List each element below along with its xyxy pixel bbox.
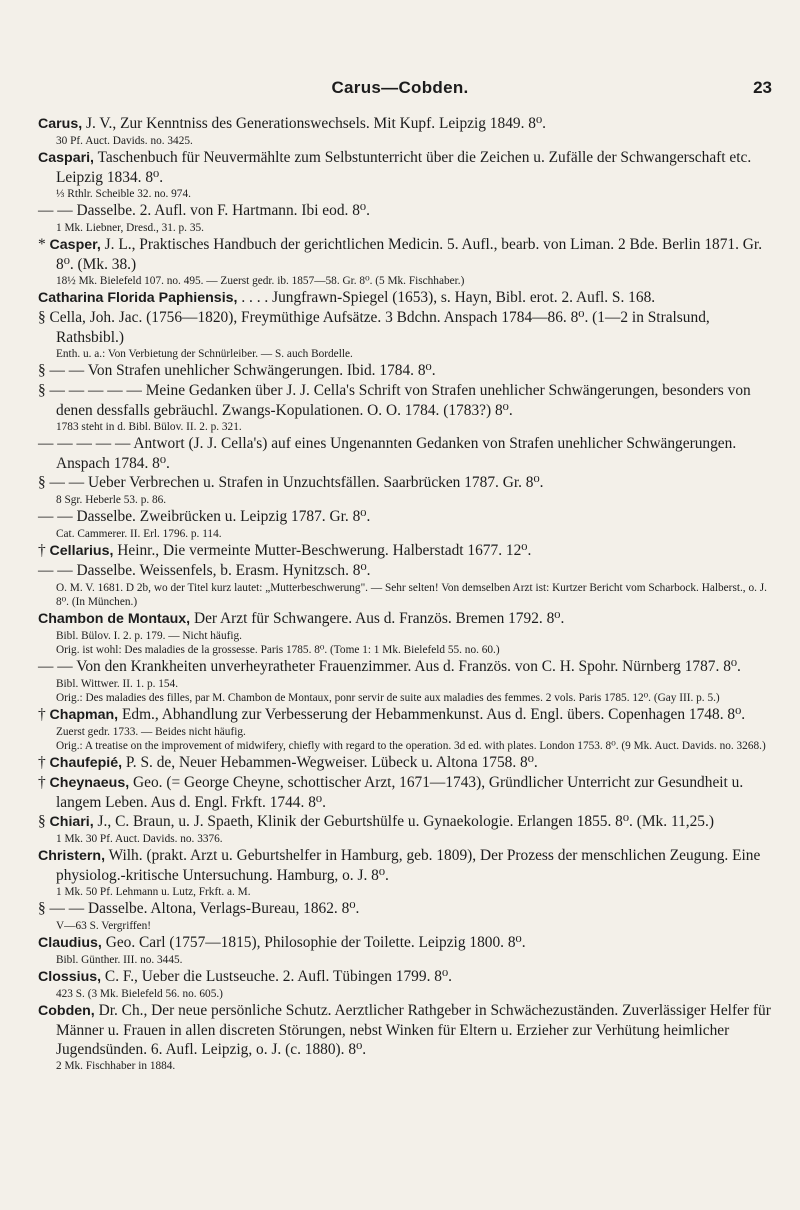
entry-text: Geo. (= George Cheyne, schottischer Arzt, 1671—1743), Gründlicher Unterricht zur Gesundheit u. langem Leben. Aus d. Engl. Frkft. 1744. 8⁰. [56,774,744,811]
bibliography-entry [38,434,778,473]
bibliography-entry [38,361,778,381]
entry-text: — — Von den Krankheiten unverheyratheter Frauenzimmer. Aus d. Französ. von C. H. Spohr. Nürnberg 1787. 8⁰. [38,658,741,675]
entry-note: O. M. V. 1681. D 2b, wo der Titel kurz lautet: „Mutterbeschwerung". — Sehr selten! Von demselben Arzt ist: Kurtzer Bericht vom Scharbock. Halberst., o. J. 8⁰. (In München.) [56,582,767,608]
entry-main-text [38,899,778,919]
bibliography-entry [38,657,778,705]
entry-note: Orig.: A treatise on the improvement of midwifery, chiefly with regard to the operation. 3d ed. with plates. London 1753. 8⁰. (9 Mk. Auct. Davids. no. 3268.) [56,740,766,752]
entry-marker: § [38,309,50,326]
entry-text: Geo. Carl (1757—1815), Philosophie der Toilette. Leipzig 1800. 8⁰. [101,934,526,951]
entry-text: — — — — — Meine Gedanken über J. J. Cella's Schrift von Strafen unehlicher Schwängerungen, besonders von denen dessfalls gebräuchl. Zwangs-Kopulationen. O. O. 1784. (1783?) 8⁰. [49,382,751,419]
entry-main-text [38,705,778,725]
entry-heading: Clossius, [38,969,102,985]
entry-note: 30 Pf. Auct. Davids. no. 3425. [56,135,193,147]
entry-main-text [38,753,778,773]
bibliography-entry [38,473,778,507]
bibliography-entry [38,705,778,753]
entry-note: 423 S. (3 Mk. Bielefeld 56. no. 605.) [56,988,223,1000]
entry-text: J. L., Praktisches Handbuch der gerichtlichen Medicin. 5. Aufl., bearb. von Liman. 2 Bde. Berlin 1871. Gr. 8⁰. (Mk. 38.) [56,236,763,273]
bibliography-entry [38,967,778,1001]
bibliography-entry [38,846,778,899]
entry-main-text [38,609,778,629]
entry-text: Taschenbuch für Neuvermählte zum Selbstunterricht über die Zeichen u. Zufälle der Schwangerschaft etc. Leipzig 1834. 8⁰. [56,149,752,186]
entry-note: 1783 steht in d. Bibl. Bülov. II. 2. p. 321. [56,421,242,433]
entry-marker: § [38,362,50,379]
bibliography-entry [38,561,778,609]
entry-note: Orig.: Des maladies des filles, par M. Chambon de Montaux, ponr servir de suite aux maladies des femmes. 2 vols. Paris 1785. 12⁰. (Gay III. p. 5.) [56,692,720,704]
entry-text: — — Dasselbe. Zweibrücken u. Leipzig 1787. Gr. 8⁰. [38,508,371,525]
entry-text: — — — — — Antwort (J. J. Cella's) auf eines Ungenannten Gedanken von Strafen unehlicher Schwängerungen. Anspach 1784. 8⁰. [38,435,737,472]
bibliography-entry [38,288,778,308]
bibliography-entry [38,933,778,967]
entry-marker: § [38,813,50,830]
entry-marker: † [38,542,50,559]
bibliography-entry [38,773,778,812]
bibliography-entry [38,308,778,361]
entry-main-text [38,381,778,420]
entry-marker: † [38,706,50,723]
entry-text: Edm., Abhandlung zur Verbesserung der Hebammenkunst. Aus d. Engl. übers. Copenhagen 1748. 8⁰. [118,706,746,723]
entry-text: P. S. de, Neuer Hebammen-Wegweiser. Lübeck u. Altona 1758. 8⁰. [122,754,538,771]
bibliography-entry [38,114,778,148]
page-header [0,78,800,100]
entry-marker: * [38,236,50,253]
entry-heading: Chaufepié, [49,755,123,771]
entry-note: 1 Mk. Liebner, Dresd., 31. p. 35. [56,222,204,234]
entry-heading: Casper, [49,237,101,253]
entry-marker: § [38,382,50,399]
bibliography-entries [38,114,778,1073]
bibliography-entry [38,753,778,773]
entry-main-text [38,773,778,812]
entry-text: — — Dasselbe. 2. Aufl. von F. Hartmann. Ibi eod. 8⁰. [38,202,370,219]
entry-note: ⅓ Rthlr. Scheible 32. no. 974. [56,188,191,200]
entry-main-text [38,114,778,134]
entry-heading: Cheynaeus, [49,775,130,791]
entry-main-text [38,288,778,308]
bibliography-entry [38,381,778,434]
entry-text: J. V., Zur Kenntniss des Generationswechsels. Mit Kupf. Leipzig 1849. 8⁰. [82,115,546,132]
entry-note: 2 Mk. Fischhaber in 1884. [56,1060,176,1072]
entry-main-text [38,561,778,581]
entry-note: 8 Sgr. Heberle 53. p. 86. [56,494,167,506]
entry-main-text [38,507,778,527]
bibliography-entry [38,148,778,201]
bibliography-entry [38,812,778,846]
entry-marker: § [38,900,50,917]
running-title: Carus—Cobden. [331,78,469,97]
entry-text: . . . . Jungfrawn-Spiegel (1653), s. Hayn, Bibl. erot. 2. Aufl. S. 168. [237,289,656,306]
entry-main-text [38,473,778,493]
entry-heading: Cobden, [38,1003,95,1019]
entry-heading: Chambon de Montaux, [38,611,191,627]
entry-main-text [38,235,778,274]
bibliography-entry [38,1001,778,1073]
entry-note: Zuerst gedr. 1733. — Beides nicht häufig. [56,726,246,738]
entry-heading: Cellarius, [49,543,114,559]
entry-text: Dr. Ch., Der neue persönliche Schutz. Aerztlicher Rathgeber in Schwächezuständen. Zuverlässiger Helfer für Männer u. Frauen in allen discreten Störungen, nebst Winken für Eltern u. Erzieher zur Verhütung heimlicher Jugendsünden. 6. Aufl. Leipzig, o. J. (c. 1880). 8⁰. [56,1002,771,1058]
entry-main-text [38,1001,778,1059]
entry-main-text [38,308,778,347]
entry-main-text [38,434,778,473]
entry-heading: Claudius, [38,935,102,951]
entry-note: 1 Mk. 30 Pf. Auct. Davids. no. 3376. [56,833,223,845]
entry-note: Orig. ist wohl: Des maladies de la grossesse. Paris 1785. 8⁰. (Tome 1: 1 Mk. Bielefeld 55. no. 60.) [56,644,500,656]
entry-heading: Christern, [38,848,106,864]
entry-text: Heinr., Die vermeinte Mutter-Beschwerung. Halberstadt 1677. 12⁰. [113,542,532,559]
entry-marker: § [38,474,50,491]
entry-main-text [38,201,778,221]
entry-note: 18½ Mk. Bielefeld 107. no. 495. — Zuerst gedr. ib. 1857—58. Gr. 8⁰. (5 Mk. Fischhaber.) [56,275,465,287]
entry-text: J., C. Braun, u. J. Spaeth, Klinik der Geburtshülfe u. Gynaekologie. Erlangen 1855. 8⁰. (Mk. 11,25.) [93,813,714,830]
bibliography-entry [38,899,778,933]
entry-main-text [38,541,778,561]
entry-main-text [38,933,778,953]
entry-note: Bibl. Bülov. I. 2. p. 179. — Nicht häufig. [56,630,242,642]
entry-main-text [38,657,778,677]
entry-text: — — Von Strafen unehlicher Schwängerungen. Ibid. 1784. 8⁰. [49,362,436,379]
entry-main-text [38,846,778,885]
entry-note: Cat. Cammerer. II. Erl. 1796. p. 114. [56,528,222,540]
entry-heading: Chiari, [49,814,94,830]
entry-note: Bibl. Günther. III. no. 3445. [56,954,183,966]
bibliography-entry [38,541,778,561]
entry-note: Bibl. Wittwer. II. 1. p. 154. [56,678,179,690]
entry-note: 1 Mk. 50 Pf. Lehmann u. Lutz, Frkft. a. M. [56,886,251,898]
entry-heading: Caspari, [38,150,94,166]
entry-marker: † [38,774,50,791]
entry-heading: Carus, [38,116,83,132]
entry-heading: Catharina Florida Paphiensis, [38,290,238,306]
entry-note: V—63 S. Vergriffen! [56,920,152,932]
entry-text: Der Arzt für Schwangere. Aus d. Französ. Bremen 1792. 8⁰. [190,610,565,627]
entry-text: — — Dasselbe. Weissenfels, b. Erasm. Hynitzsch. 8⁰. [38,562,371,579]
entry-text: — — Dasselbe. Altona, Verlags-Bureau, 1862. 8⁰. [49,900,360,917]
bibliography-entry [38,201,778,235]
entry-main-text [38,361,778,381]
bibliography-entry [38,609,778,657]
entry-heading: Chapman, [49,707,119,723]
bibliography-entry [38,507,778,541]
page-number: 23 [753,78,772,97]
entry-marker: † [38,754,50,771]
entry-text: — — Ueber Verbrechen u. Strafen in Unzuchtsfällen. Saarbrücken 1787. Gr. 8⁰. [49,474,544,491]
entry-text: Cella, Joh. Jac. (1756—1820), Freymüthige Aufsätze. 3 Bdchn. Anspach 1784—86. 8⁰. (1—2 in Stralsund, Rathsbibl.) [49,309,710,346]
entry-text: C. F., Ueber die Lustseuche. 2. Aufl. Tübingen 1799. 8⁰. [101,968,452,985]
entry-main-text [38,812,778,832]
entry-text: Wilh. (prakt. Arzt u. Geburtshelfer in Hamburg, geb. 1809), Der Prozess der menschlichen Zeugung. Eine physiolog.-kritische Untersuchung. Hamburg, o. J. 8⁰. [56,847,761,884]
bibliography-entry [38,235,778,288]
entry-main-text [38,148,778,187]
entry-main-text [38,967,778,987]
entry-note: Enth. u. a.: Von Verbietung der Schnürleiber. — S. auch Bordelle. [56,348,353,360]
